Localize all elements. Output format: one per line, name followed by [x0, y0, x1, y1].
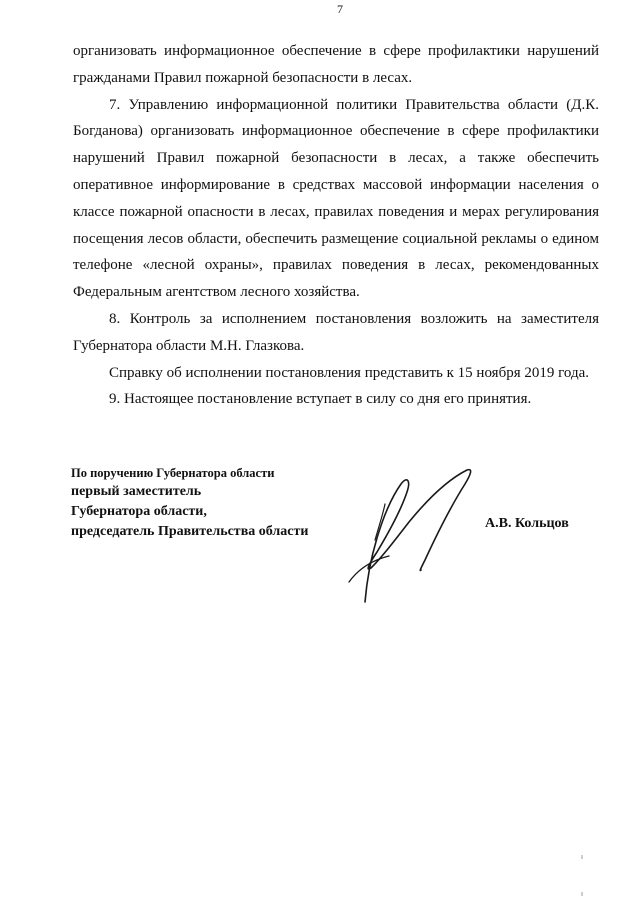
- document-body: [73, 38, 599, 413]
- signer-position-line-2: Губернатора области,: [71, 504, 207, 519]
- paragraph-continuation: организовать информационное обеспечение в сфере профилактики нарушений гражданами Правил пожарной безопасности в лесах.: [73, 43, 599, 86]
- signature-note: По поручению Губернатора области: [71, 466, 275, 480]
- signer-position-line-3: председатель Правительства области: [71, 524, 309, 539]
- scan-artifact-mark: [580, 850, 584, 900]
- page-number: 7: [337, 2, 343, 16]
- signature-block: [71, 465, 308, 542]
- paragraph-item-9: 9. Настоящее постановление вступает в силу со дня его принятия.: [109, 391, 532, 408]
- paragraph-item-7: 7. Управлению информационной политики Правительства области (Д.К. Богданова) организовать информационное обеспечение в сфере профилактики нарушений Правил пожарной безопасности в лесах, а также обеспечить оперативное информирование в средствах массовой информации населения о классе пожарной опасности в лесах, правилах поведения и мерах регулирования посещения лесов области, обеспечить размещение социальной рекламы о едином телефоне «лесной охраны», правилах поведения в лесах, рекомендованных Федеральным агентством лесного хозяйства.: [73, 96, 599, 301]
- signer-position-line-1: первый заместитель: [71, 484, 202, 499]
- paragraph-item-8: 8. Контроль за исполнением постановления возложить на заместителя Губернатора области М.Н. Глазкова.: [73, 310, 599, 354]
- signer-name: А.В. Кольцов: [485, 516, 569, 531]
- handwritten-signature: [335, 460, 485, 605]
- paragraph-report-deadline: Справку об исполнении постановления представить к 15 ноября 2019 года.: [109, 364, 589, 381]
